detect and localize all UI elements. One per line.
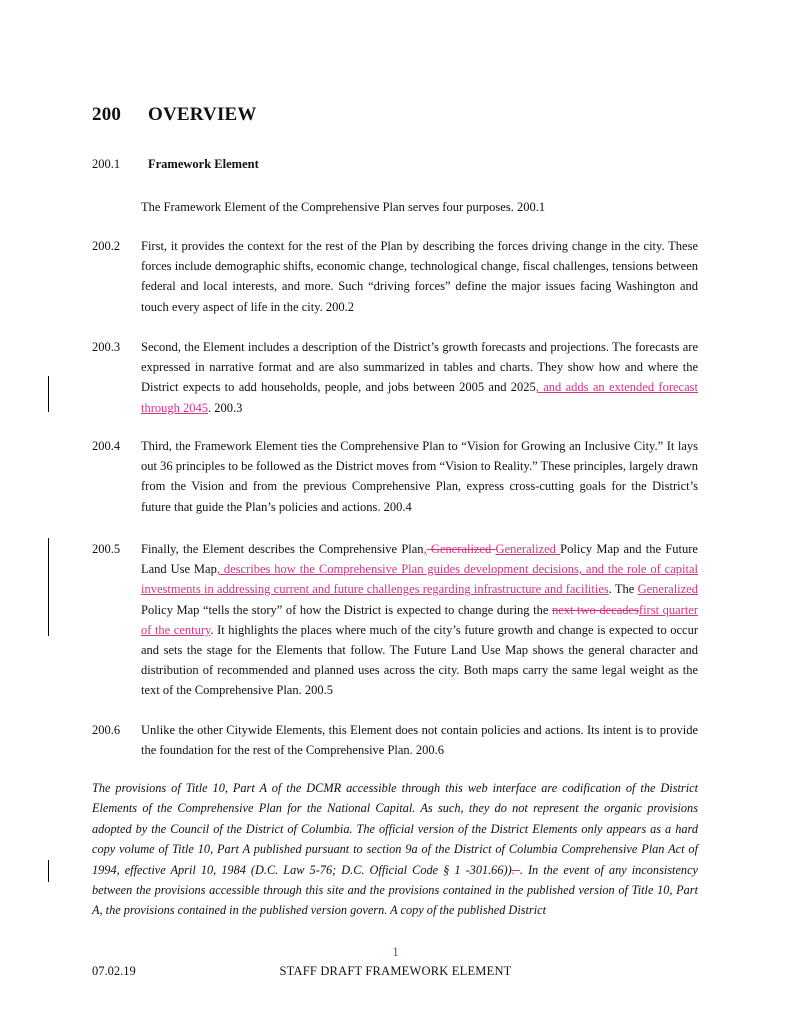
paragraph-text — [141, 539, 698, 701]
paragraph-number: 200.6 — [92, 723, 121, 737]
paragraph-text: Unlike the other Citywide Elements, this Element does not contain policies and actions. Its intent is to provide the foundation for the rest of the Comprehensive Plan. 200.6 — [141, 723, 698, 758]
page-number: 1 — [392, 945, 399, 959]
subsection-title: Framework Element — [148, 157, 259, 171]
inserted-text: Generalized — [495, 542, 561, 556]
text-run: . 200.3 — [208, 400, 243, 415]
revision-bar — [48, 860, 49, 882]
inserted-text: Generalized — [637, 582, 698, 597]
paragraph-200-4 — [92, 436, 698, 517]
inserted-text: , describes how the Comprehensive Plan guides development decisions, and the role of capital investments in addressing current and future challenges regarding infrastructure and facilities — [141, 562, 698, 597]
paragraph-text — [141, 337, 698, 418]
paragraph-200-3 — [92, 337, 698, 418]
paragraph-number: 200.2 — [92, 239, 121, 253]
text-run: . It highlights the places where much of the city’s future growth and change is expected to occur and sets the stage for the Elements that follow. The Future Land Use Map shows the general character and distribution of recommended and planned uses across the city. Both maps carry the same legal weight as the text of the Comprehensive Plan. 200.5 — [141, 622, 698, 698]
deleted-text: Generalized — [426, 542, 496, 556]
disclaimer-paragraph — [92, 778, 698, 921]
text-run: . In the event of any inconsistency between the provisions accessible through this site and the provisions contained in the published version of Title 10, Part A, the provisions contained in the published version govern. A copy of the published District — [92, 862, 698, 918]
inserted-text: , — [423, 542, 427, 556]
subsection-heading — [92, 157, 259, 172]
revision-bar — [48, 376, 49, 412]
text-run: Policy Map and the Future Land Use Map — [141, 542, 698, 577]
section-title: OVERVIEW — [148, 104, 257, 125]
inserted-text: , and adds an extended forecast through 2045 — [141, 380, 698, 415]
text-run: Second, the Element includes a description of the District’s growth forecasts and projections. The forecasts are expressed in narrative format and are also summarized in tables and charts. They show how and where the District expects to add households, people, and jobs between 2005 and 2025 — [141, 340, 698, 395]
text-run: Policy Map “tells the story” of how the District is expected to change during the — [141, 602, 552, 617]
paragraph-number: 200.3 — [92, 340, 121, 354]
paragraph-200-2 — [92, 236, 698, 317]
text-run: The provisions of Title 10, Part A of the DCMR accessible through this web interface are codification of the District Elements of the Comprehensive Plan for the National Capital. As such, they do not represent the organic provisions adopted by the Council of the District of Columbia. The official version of the District Elements only appears as a hard copy volume of Title 10, Part A published pursuant to section 9a of the District of Columbia Comprehensive Plan Act of 1994, effective April 10, 1984 (D.C. Law 5-76; D.C. Official Code § 1 -301.66)) — [92, 781, 698, 877]
text-run: Finally, the Element describes the Comprehensive Plan — [141, 542, 424, 556]
subsection-number: 200.1 — [92, 157, 121, 171]
revision-bar — [48, 538, 49, 636]
section-number: 200 — [92, 104, 122, 125]
paragraph-text: First, it provides the context for the rest of the Plan by describing the forces driving change in the city. These forces include demographic shifts, economic change, technological change, fiscal challenges, tensions between federal and local interests, and more. Such “driving forces” define the major issues facing Washington and touch every aspect of life in the city. 200.2 — [141, 239, 698, 314]
paragraph-number: 200.5 — [92, 542, 121, 556]
paragraph-text: Third, the Framework Element ties the Comprehensive Plan to “Vision for Growing an Inclusive City.” It lays out 36 principles to be followed as the District moves from “Vision to Reality.” These principles, largely drawn from the Vision and from the previous Comprehensive Plan, express cross-cutting goals for the District’s future that guide the Plan’s policies and actions. 200.4 — [141, 439, 698, 514]
deleted-text: next two decades — [551, 602, 639, 617]
paragraph-200-5 — [92, 539, 698, 701]
footer-title: STAFF DRAFT FRAMEWORK ELEMENT — [279, 964, 512, 978]
inserted-text: first quarter of the century — [141, 602, 698, 637]
intro-paragraph: The Framework Element of the Comprehensive Plan serves four purposes. 200.1 — [141, 200, 546, 214]
paragraph-200-6 — [92, 720, 698, 760]
text-run: . The — [608, 582, 638, 597]
deleted-text: . — [511, 862, 520, 877]
paragraph-number: 200.4 — [92, 439, 121, 453]
section-heading — [92, 104, 257, 126]
footer-date: 07.02.19 — [92, 964, 136, 978]
